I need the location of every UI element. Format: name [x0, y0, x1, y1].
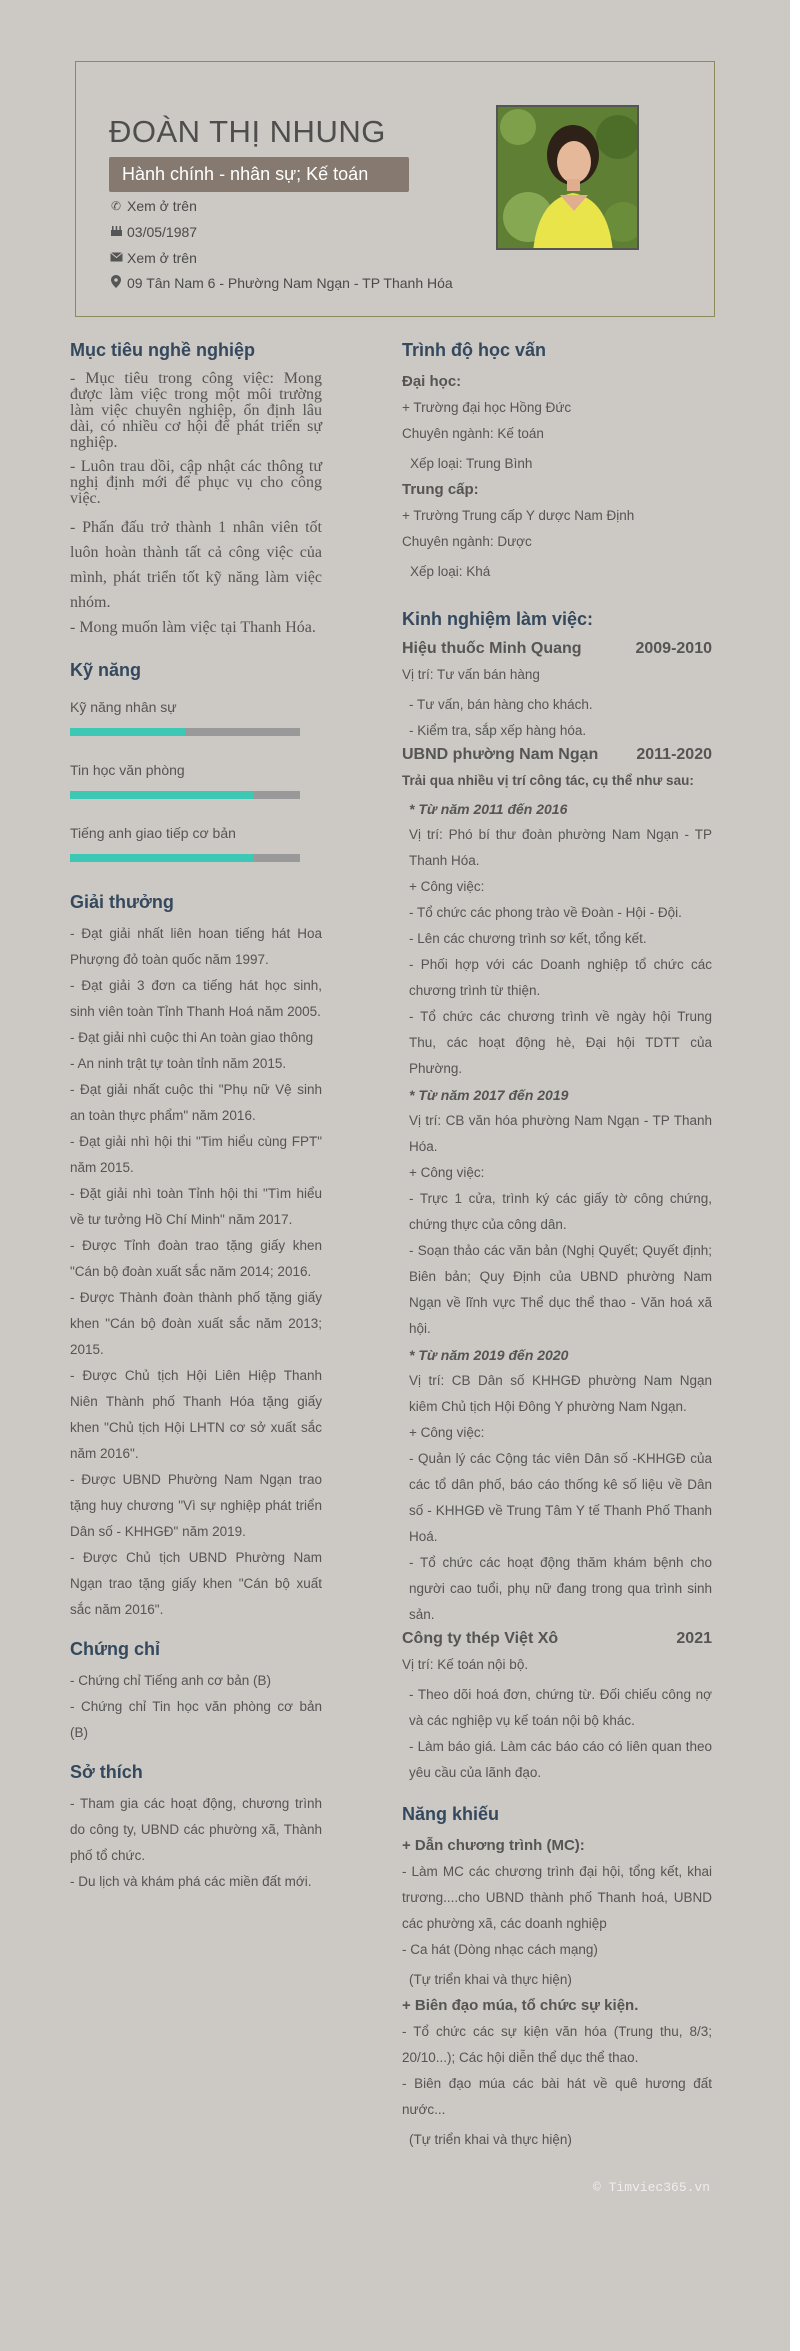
skill-bar: [70, 791, 300, 799]
university-school: + Trường đại học Hồng Đức: [402, 400, 572, 415]
job-header: [402, 746, 712, 764]
map-marker-icon: [109, 275, 123, 291]
phone-value: Xem ở trên: [127, 198, 197, 214]
objective-paragraph: - Luôn trau dồi, cập nhật các thông tư nghị định mới để phục vụ cho công việc.: [70, 458, 322, 507]
birthday-row: [109, 224, 197, 240]
skill-bar: [70, 854, 300, 862]
envelope-icon: [109, 251, 123, 265]
talent-item: - Biên đạo múa các bài hát về quê hương đất nước...: [402, 2076, 712, 2117]
experience-section: [402, 640, 712, 1786]
objective-section: [70, 371, 322, 640]
job-role: Vị trí: Tư vấn bán hàng: [402, 667, 540, 682]
sub-work-label: + Công việc:: [409, 1425, 485, 1440]
phone-row: [109, 198, 197, 214]
award-item: - Đạt giải nhất cuộc thi "Phụ nữ Vệ sinh an toàn thực phẩm" năm 2016.: [70, 1082, 322, 1123]
position-badge: Hành chính - nhân sự; Kế toán: [109, 157, 409, 192]
hobbies-heading: Sở thích: [70, 1762, 143, 1782]
left-column: [70, 330, 322, 1895]
job-company: Hiệu thuốc Minh Quang: [402, 640, 582, 657]
sub-task: - Tổ chức các phong trào về Đoàn - Hội - Đội.: [409, 905, 682, 920]
skills-list: [70, 699, 322, 862]
award-item: - Được Chủ tịch UBND Phường Nam Ngạn trao tặng giấy khen "Cán bộ xuất sắc năm 2016".: [70, 1550, 322, 1617]
skill-item: [70, 762, 322, 799]
candidate-name: ĐOÀN THỊ NHUNG: [109, 114, 386, 149]
skill-bar-fill: [70, 854, 254, 862]
talent-item: - Làm MC các chương trình đại hội, tổng kết, khai trương....cho UBND thành phố Thanh hoá, UBND các phường xã, các doanh nghiệp: [402, 1864, 712, 1931]
hobbies-list: [70, 1791, 322, 1895]
certificate-item: - Chứng chỉ Tin học văn phòng cơ bản (B): [70, 1699, 322, 1740]
job-header: [402, 1630, 712, 1648]
sub-period: * Từ năm 2019 đến 2020: [409, 1347, 569, 1363]
phone-icon: ✆: [110, 199, 122, 213]
award-item: - Đạt giải nhì cuộc thi An toàn giao thông: [70, 1030, 314, 1045]
award-item: - Đặt giải nhì toàn Tỉnh hội thi "Tìm hiểu về tư tưởng Hồ Chí Minh" năm 2017.: [70, 1186, 322, 1227]
skill-label: Tin học văn phòng: [70, 762, 185, 778]
sub-task: - Lên các chương trình sơ kết, tổng kết.: [409, 931, 647, 946]
certificate-item: - Chứng chỉ Tiếng anh cơ bản (B): [70, 1673, 271, 1688]
award-item: - Được Chủ tịch Hội Liên Hiệp Thanh Niên Thành phố Thanh Hóa tặng giấy khen "Chủ tịch Hội LHTN cơ sở xuất sắc năm 2016".: [70, 1368, 322, 1461]
job-role: Vị trí: Kế toán nội bộ.: [402, 1657, 529, 1672]
sub-task: - Soạn thảo các văn bản (Nghị Quyết; Quyết định; Biên bản; Quy Định của UBND phường Nam Ngạn về lĩnh vực Thể dục thể thao - Văn hoá xã hội.: [409, 1243, 712, 1336]
college-major: Chuyên ngành: Dược: [402, 534, 532, 549]
certificates-heading: Chứng chỉ: [70, 1639, 161, 1659]
award-item: - Được Thành đoàn thành phố tặng giấy khen "Cán bộ đoàn xuất sắc năm 2013; 2015.: [70, 1290, 322, 1357]
award-item: - Đạt giải 3 đơn ca tiếng hát học sinh, sinh viên toàn Tỉnh Thanh Hoá năm 2005.: [70, 978, 322, 1019]
talent-note: (Tự triển khai và thực hiện): [409, 2132, 572, 2147]
watermark: © Timviec365.vn: [593, 2180, 711, 2195]
sub-task: - Trực 1 cửa, trình ký các giấy tờ công chứng, chứng thực của công dân.: [409, 1191, 712, 1232]
sub-role: Vị trí: Phó bí thư đoàn phường Nam Ngạn - TP Thanh Hóa.: [409, 827, 712, 868]
birthday-value: 03/05/1987: [127, 224, 198, 240]
objective-heading: Mục tiêu nghề nghiệp: [70, 340, 255, 360]
job-summary: Trải qua nhiều vị trí công tác, cụ thể như sau:: [402, 773, 694, 788]
sub-role: Vị trí: CB văn hóa phường Nam Ngạn - TP Thanh Hóa.: [409, 1113, 712, 1154]
header-box: [75, 61, 715, 317]
award-item: - Đạt giải nhất liên hoan tiếng hát Hoa Phượng đỏ toàn quốc năm 1997.: [70, 926, 322, 967]
awards-list: [70, 921, 322, 1623]
sub-work-label: + Công việc:: [409, 1165, 485, 1180]
talent-item: - Tổ chức các sự kiện văn hóa (Trung thu, 8/3; 20/10...); Các hội diễn thể dục thể thao.: [402, 2024, 712, 2065]
awards-heading: Giải thưởng: [70, 892, 174, 912]
sub-task: - Tổ chức các chương trình về ngày hội Trung Thu, các hoạt động hè, Đại hội TDTT của Phường.: [409, 1009, 712, 1076]
email-value: Xem ở trên: [127, 250, 197, 266]
address-value: 09 Tân Nam 6 - Phường Nam Ngạn - TP Thanh Hóa: [127, 275, 453, 291]
talent-title: + Dẫn chương trình (MC):: [402, 1837, 585, 1854]
award-item: - Được Tỉnh đoàn trao tặng giấy khen "Cán bộ đoàn xuất sắc năm 2014; 2016.: [70, 1238, 322, 1279]
objective-paragraph: - Phấn đấu trở thành 1 nhân viên tốt luôn hoàn thành tất cả công việc của mình, phát triển tốt kỹ năng làm việc nhóm.: [70, 519, 322, 611]
award-item: - An ninh trật tự toàn tỉnh năm 2015.: [70, 1056, 287, 1071]
education-section: [402, 369, 712, 585]
sub-task: - Phối hợp với các Doanh nghiệp tổ chức các chương trình từ thiện.: [409, 957, 712, 998]
skill-item: [70, 825, 322, 862]
sub-period: * Từ năm 2011 đến 2016: [409, 801, 568, 817]
skill-label: Tiếng anh giao tiếp cơ bản: [70, 825, 236, 841]
talents-heading: Năng khiếu: [402, 1804, 500, 1824]
university-level: Đại học:: [402, 373, 462, 390]
job-task: - Tư vấn, bán hàng cho khách.: [409, 697, 593, 712]
hobby-item: - Tham gia các hoạt động, chương trình do công ty, UBND các phường xã, Thành phố tổ chức.: [70, 1796, 322, 1863]
university-major: Chuyên ngành: Kế toán: [402, 426, 544, 441]
college-grade: Xếp loại: Khá: [410, 564, 491, 579]
sub-work-label: + Công việc:: [409, 879, 485, 894]
award-item: - Đạt giải nhì hội thi "Tim hiểu cùng FPT" năm 2015.: [70, 1134, 322, 1175]
sub-task: - Tổ chức các hoạt động thăm khám bệnh cho người cao tuổi, phụ nữ đang trong qua trình sinh sản.: [409, 1555, 712, 1622]
university-grade: Xếp loại: Trung Bình: [410, 456, 533, 471]
skills-heading: Kỹ năng: [70, 660, 142, 680]
birthday-cake-icon: [109, 225, 123, 240]
sub-task: - Quản lý các Cộng tác viên Dân số -KHHGĐ của các tổ dân phố, báo cáo thống kê số liệu về Dân số - KHHGĐ về Trung Tâm Y tế Thanh Phố Thanh Hoá.: [409, 1451, 712, 1544]
objective-paragraph: - Mong muốn làm việc tại Thanh Hóa.: [70, 619, 316, 636]
job-header: [402, 640, 712, 658]
talent-title: + Biên đạo múa, tổ chức sự kiện.: [402, 1997, 639, 2014]
skill-bar-fill: [70, 728, 185, 736]
talent-item: - Ca hát (Dòng nhạc cách mạng): [402, 1942, 598, 1957]
talent-note: (Tự triển khai và thực hiện): [409, 1972, 572, 1987]
job-company: Công ty thép Việt Xô: [402, 1630, 559, 1647]
skill-item: [70, 699, 322, 736]
right-column: [402, 340, 712, 2153]
address-row: [109, 275, 453, 291]
experience-heading: Kinh nghiệm làm việc:: [402, 609, 594, 629]
job-period: 2009-2010: [635, 640, 712, 657]
objective-paragraph: - Mục tiêu trong công việc: Mong được làm việc trong một môi trường làm việc chuyên nghiệp, ổn định lâu dài, có nhiều cơ hội để phát triển sự nghiệp.: [70, 370, 322, 451]
skill-label: Kỹ năng nhân sự: [70, 699, 177, 715]
skill-bar: [70, 728, 300, 736]
award-item: - Được UBND Phường Nam Ngạn trao tặng huy chương "Vì sự nghiệp phát triển Dân số - KHHGĐ" năm 2019.: [70, 1472, 322, 1539]
job-task: - Làm báo giá. Làm các báo cáo có liên quan theo yêu cầu của lãnh đạo.: [409, 1739, 712, 1780]
skill-bar-fill: [70, 791, 254, 799]
certificates-list: [70, 1668, 322, 1746]
email-row: [109, 250, 197, 266]
sub-period: * Từ năm 2017 đến 2019: [409, 1087, 569, 1103]
job-task: - Theo dõi hoá đơn, chứng từ. Đối chiếu công nợ và các nghiệp vụ kế toán nội bộ khác.: [409, 1687, 712, 1728]
college-school: + Trường Trung cấp Y dược Nam Định: [402, 508, 635, 523]
job-company: UBND phường Nam Ngạn: [402, 746, 599, 763]
job-period: 2021: [676, 1630, 712, 1647]
hobby-item: - Du lịch và khám phá các miền đất mới.: [70, 1874, 312, 1889]
college-level: Trung cấp:: [402, 481, 479, 498]
job-subsection: [402, 796, 712, 1628]
education-heading: Trình độ học vấn: [402, 340, 547, 360]
profile-photo: [496, 105, 639, 250]
job-task: - Kiểm tra, sắp xếp hàng hóa.: [409, 723, 587, 738]
job-period: 2011-2020: [636, 746, 712, 763]
sub-role: Vị trí: CB Dân số KHHGĐ phường Nam Ngạn kiêm Chủ tịch Hội Đông Y phường Nam Ngạn.: [409, 1373, 712, 1414]
talents-section: [402, 1833, 712, 2153]
